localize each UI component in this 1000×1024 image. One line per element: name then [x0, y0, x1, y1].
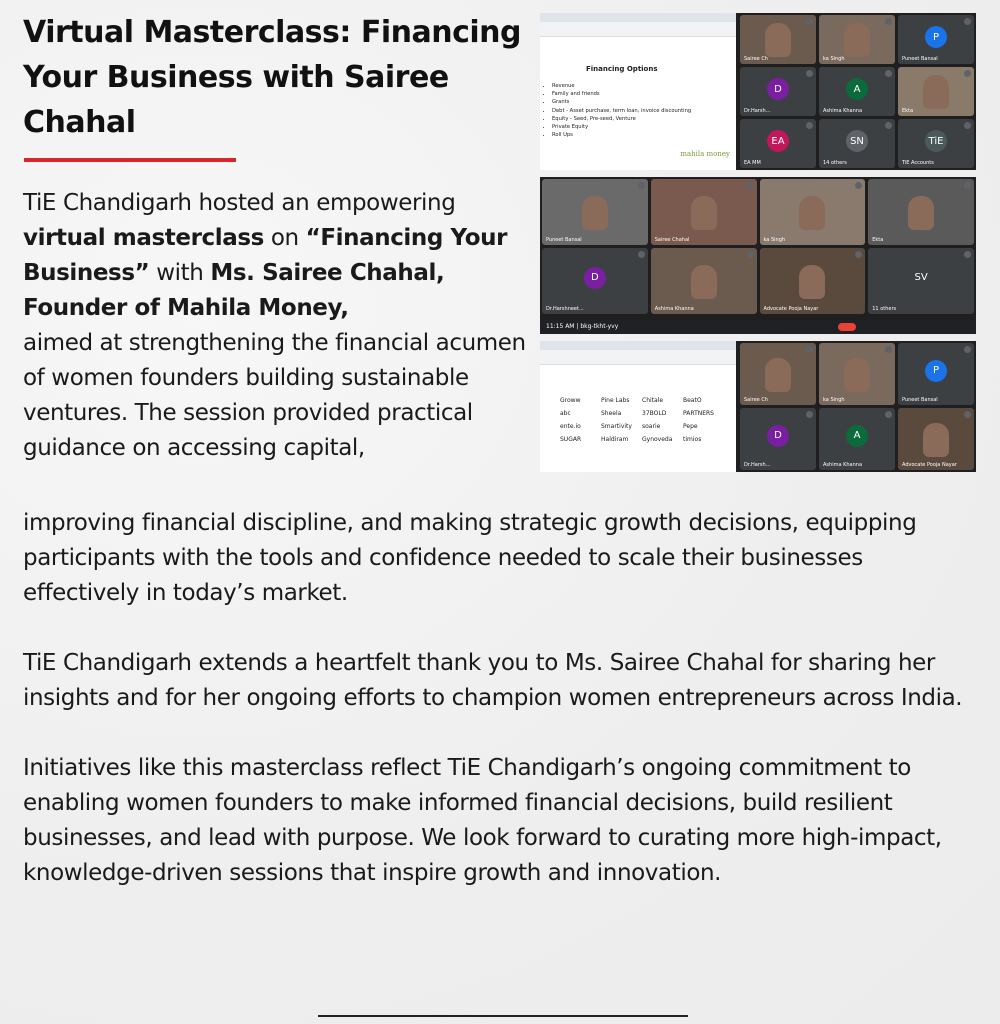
participant-avatar: SN	[846, 130, 868, 152]
startup-logo: Gynoveda	[642, 436, 673, 443]
closing-paragraph: Initiatives like this masterclass reflect TiE Chandigarh’s ongoing commitment to enabling women founders to make informed financial decisions, build resilient businesses, and lead with purpose. We look forward to curating more high-impact, knowledge-driven sessions that inspire growth and innovation.	[23, 755, 942, 886]
meeting-code: bkg-tkht-yvy	[580, 323, 619, 330]
end-call-button[interactable]	[838, 323, 856, 331]
participant-video	[691, 265, 717, 299]
bottom-divider	[318, 1015, 688, 1017]
participant-tile[interactable]	[740, 119, 816, 168]
participant-tile[interactable]	[868, 248, 974, 314]
participant-avatar: D	[767, 78, 789, 100]
startup-logo: BeatO	[683, 397, 702, 404]
participant-video	[765, 23, 791, 57]
title-underline	[24, 158, 236, 162]
participant-name: Sairee Ch	[744, 56, 768, 62]
mic-muted-icon	[806, 18, 813, 25]
mic-muted-icon	[885, 18, 892, 25]
mic-muted-icon	[806, 411, 813, 418]
participant-name: EA MM	[744, 160, 761, 166]
participant-avatar: P	[925, 26, 947, 48]
browser-toolbar	[540, 22, 736, 37]
slide-bullet: • Roll Ups	[552, 131, 691, 139]
mic-muted-icon	[638, 182, 645, 189]
intro-paragraph	[23, 186, 538, 466]
participant-name: TiE Accounts	[902, 160, 934, 166]
slide-title: Financing Options	[586, 65, 658, 73]
participant-tile[interactable]	[542, 179, 648, 245]
participant-name: Ekta	[902, 108, 914, 114]
participant-avatar: D	[584, 267, 606, 289]
startup-logo: abc	[560, 410, 571, 417]
participant-avatar: SV	[910, 267, 932, 289]
participant-name: Advocate Pooja Nayar	[763, 306, 819, 312]
meeting-controls-bar	[540, 320, 976, 334]
continuation-paragraph: improving financial discipline, and making strategic growth decisions, equipping participants with the tools and confidence needed to scale their businesses effectively in today’s market.	[23, 510, 917, 606]
mic-muted-icon	[964, 346, 971, 353]
participant-name: Sairee Chahal	[654, 237, 690, 243]
slide-bullet: • Private Equity	[552, 123, 691, 131]
intro-text-3: with	[149, 260, 211, 286]
mic-muted-icon	[964, 18, 971, 25]
mic-muted-icon	[885, 122, 892, 129]
participant-name: Dr.Harsh...	[744, 462, 771, 468]
participant-grid	[740, 15, 974, 168]
intro-text-2: on	[263, 225, 306, 251]
participant-tile[interactable]	[651, 179, 757, 245]
participant-tile[interactable]	[819, 119, 895, 168]
startup-logo: SUGAR	[560, 436, 582, 443]
startup-logo: timios	[683, 436, 702, 443]
slide-bullet: • Grants	[552, 98, 691, 106]
meeting-time-value: 11:15 AM	[546, 323, 575, 330]
participant-avatar: EA	[767, 130, 789, 152]
mic-muted-icon	[747, 182, 754, 189]
participant-tile[interactable]	[898, 15, 974, 64]
mic-muted-icon	[638, 251, 645, 258]
intro-bold-masterclass: virtual masterclass	[23, 225, 264, 251]
participant-avatar: D	[767, 425, 789, 447]
startup-logo: Pine Labs	[601, 397, 630, 404]
intro-bold-topic: “Financing Your Business”	[23, 225, 508, 286]
thanks-paragraph: TiE Chandigarh extends a heartfelt thank you to Ms. Sairee Chahal for sharing her insights and for her ongoing efforts to champion women entrepreneurs across India.	[23, 650, 963, 711]
mic-muted-icon	[806, 122, 813, 129]
participant-video	[799, 265, 825, 299]
slide-document	[540, 37, 736, 170]
participant-name: Puneet Bansal	[902, 397, 938, 403]
slide-bullet-list	[544, 82, 691, 139]
mic-muted-icon	[747, 251, 754, 258]
participant-avatar: P	[925, 360, 947, 382]
participant-name: Dr.Harshneet...	[546, 306, 584, 312]
participant-grid	[740, 343, 974, 470]
mic-muted-icon	[964, 122, 971, 129]
participant-video	[582, 196, 608, 230]
participant-name: 14 others	[823, 160, 847, 166]
participant-video	[765, 358, 791, 392]
mic-muted-icon	[885, 346, 892, 353]
startup-logo: PARTNERS	[683, 410, 714, 417]
participant-tile[interactable]	[651, 248, 757, 314]
participant-tile[interactable]	[819, 67, 895, 116]
participant-name: Ashima Khanna	[823, 462, 863, 468]
startup-logo: Chitale	[642, 397, 664, 404]
participant-tile[interactable]	[898, 119, 974, 168]
startup-logo: 37BOLD	[642, 410, 667, 417]
participant-tile[interactable]	[760, 179, 866, 245]
meeting-screenshot-1	[540, 13, 976, 170]
slide-bullet: • Debt - Asset purchase, term loan, invoice discounting	[552, 107, 691, 115]
participant-tile[interactable]	[740, 408, 816, 470]
participant-video	[844, 358, 870, 392]
participant-name: Ekta	[872, 237, 884, 243]
mic-muted-icon	[964, 411, 971, 418]
mic-muted-icon	[806, 70, 813, 77]
mic-muted-icon	[964, 182, 971, 189]
participant-tile[interactable]	[740, 67, 816, 116]
meeting-screenshot-3	[540, 341, 976, 472]
participant-tile[interactable]	[819, 408, 895, 470]
participant-video	[923, 75, 949, 109]
intro-bold-speaker: Ms. Sairee Chahal, Founder of Mahila Money,	[23, 260, 445, 321]
participant-tile[interactable]	[740, 15, 816, 64]
participant-tile[interactable]	[542, 248, 648, 314]
participant-video	[844, 23, 870, 57]
participant-video	[799, 196, 825, 230]
slide-bullet: • Equity - Seed, Pre-seed, Venture	[552, 115, 691, 123]
startup-logo: Smartivity	[601, 423, 632, 430]
slide-bullet: • Revenue	[552, 82, 691, 90]
participant-name: 11 others	[872, 306, 897, 312]
participant-avatar: TiE	[925, 130, 947, 152]
participant-name: Ashima Khanna	[823, 108, 863, 114]
startup-logo: Haldiram	[601, 436, 629, 443]
participant-name: Puneet Bansal	[902, 56, 938, 62]
startup-logo: ente.io	[560, 423, 581, 430]
participant-name: Sairee Ch	[744, 397, 768, 403]
logo-grid	[560, 397, 720, 443]
mic-muted-icon	[855, 182, 862, 189]
mic-muted-icon	[964, 251, 971, 258]
intro-text-4: aimed at strengthening the financial acumen of women founders building sustainable ventures. The session provided practical guidance on accessing capital,	[23, 330, 526, 461]
browser-tab-bar	[540, 13, 736, 22]
participant-tile[interactable]	[819, 343, 895, 405]
participant-tile[interactable]	[760, 248, 866, 314]
meeting-screenshot-2	[540, 177, 976, 334]
slide-bullet: • Family and friends	[552, 90, 691, 98]
participant-name: Ashima Khanna	[654, 306, 694, 312]
browser-window	[540, 13, 736, 170]
participant-tile[interactable]	[868, 179, 974, 245]
participant-tile[interactable]	[819, 15, 895, 64]
participant-name: ka Singh	[823, 397, 845, 403]
article-title: Virtual Masterclass: Financing Your Business with Sairee Chahal	[23, 15, 521, 140]
participant-video	[908, 196, 934, 230]
participant-avatar: A	[846, 425, 868, 447]
participant-avatar: A	[846, 78, 868, 100]
startup-logo: soarie	[642, 423, 661, 430]
participant-name: Puneet Bansal	[546, 237, 582, 243]
mic-muted-icon	[885, 411, 892, 418]
participant-name: ka Singh	[823, 56, 845, 62]
startup-logo: Sheela	[601, 410, 622, 417]
participant-name: ka Singh	[763, 237, 786, 243]
article-body	[23, 506, 983, 926]
mic-muted-icon	[855, 251, 862, 258]
participant-name: Advocate Pooja Nayar	[902, 462, 957, 468]
participant-video	[691, 196, 717, 230]
participant-tile[interactable]	[898, 408, 974, 470]
startup-logo: Groww	[560, 397, 581, 404]
startup-logos-slide	[540, 341, 736, 472]
startup-logo: Pepe	[683, 423, 698, 430]
participant-tile[interactable]	[898, 343, 974, 405]
mic-muted-icon	[806, 346, 813, 353]
mahila-money-logo: mahila money	[680, 150, 730, 158]
participant-video	[923, 423, 949, 457]
participant-tile[interactable]	[740, 343, 816, 405]
browser-toolbar	[540, 350, 736, 365]
browser-tab-bar	[540, 341, 736, 350]
participant-grid	[542, 179, 974, 317]
participant-tile[interactable]	[898, 67, 974, 116]
mic-muted-icon	[964, 70, 971, 77]
participant-name: Dr.Harsh...	[744, 108, 771, 114]
intro-text-1: TiE Chandigarh hosted an empowering	[23, 190, 456, 216]
meeting-time: 11:15 AM | bkg-tkht-yvy	[546, 323, 619, 330]
mic-muted-icon	[885, 70, 892, 77]
